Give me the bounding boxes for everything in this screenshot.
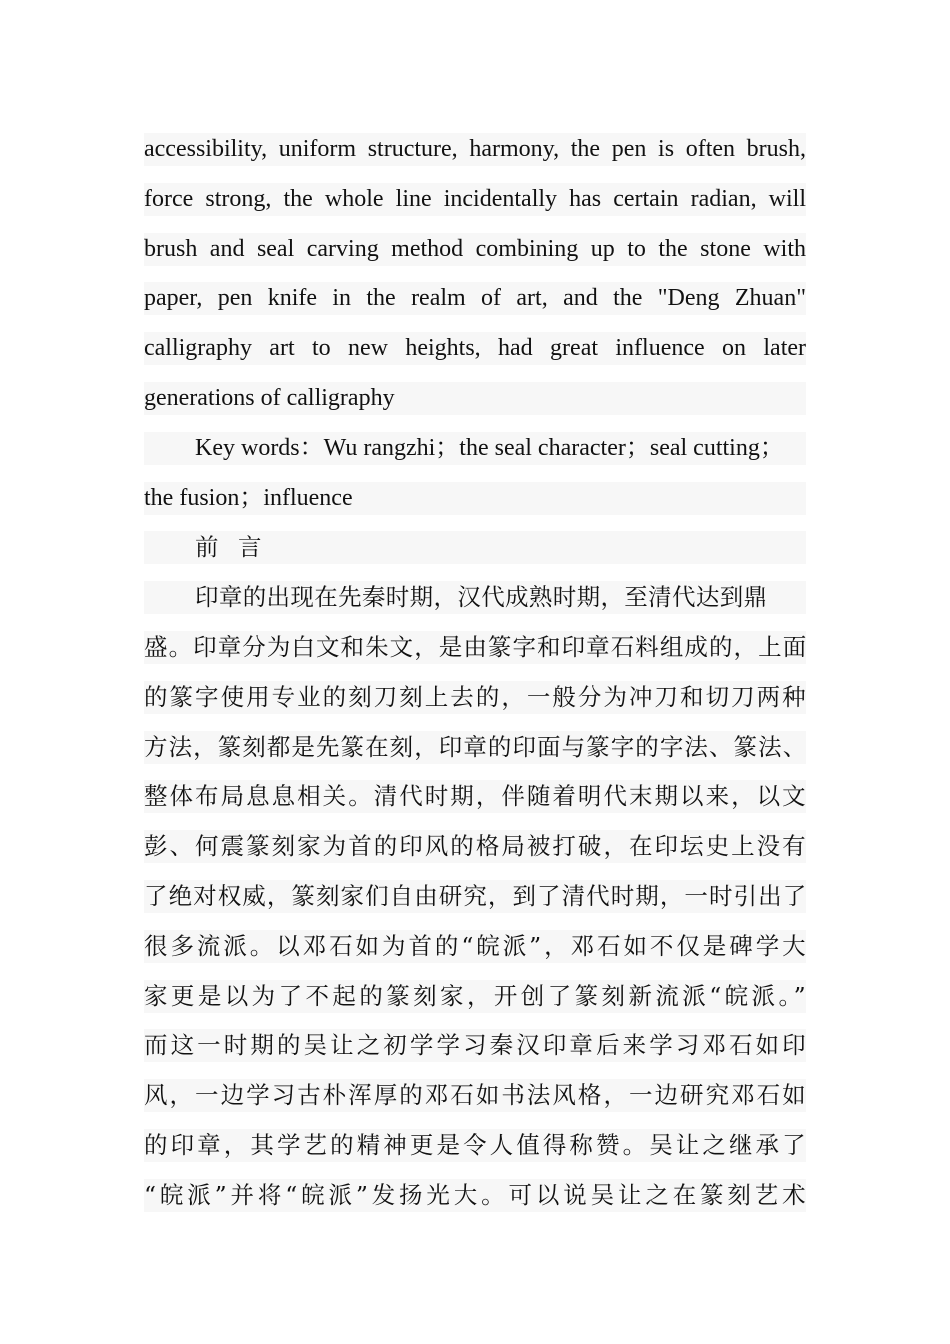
keywords-line: the fusion；influence: [144, 474, 806, 524]
abstract-line: generations of calligraphy: [144, 374, 806, 424]
body-line: 的篆字使用专业的刻刀刻上去的，一般分为冲刀和切刀两种: [144, 673, 806, 723]
abstract-line: accessibility, uniform structure, harmony, the pen is often brush,: [144, 125, 806, 175]
body-line: 了绝对权威，篆刻家们自由研究，到了清代时期，一时引出了: [144, 872, 806, 922]
body-line: 而这一时期的吴让之初学学习秦汉印章后来学习邓石如印: [144, 1021, 806, 1071]
section-heading: 前 言: [144, 523, 806, 573]
body-line: 方法，篆刻都是先篆在刻，印章的印面与篆字的字法、篆法、: [144, 723, 806, 773]
body-line: “皖派”并将“皖派”发扬光大。可以说吴让之在篆刻艺术: [144, 1171, 806, 1221]
abstract-line: force strong, the whole line incidentally has certain radian, will: [144, 175, 806, 225]
body-line: 的印章，其学艺的精神更是令人值得称赞。吴让之继承了: [144, 1121, 806, 1171]
body-line: 盛。印章分为白文和朱文，是由篆字和印章石料组成的，上面: [144, 623, 806, 673]
abstract-line: paper, pen knife in the realm of art, and the "Deng Zhuan": [144, 274, 806, 324]
abstract-line: calligraphy art to new heights, had great influence on later: [144, 324, 806, 374]
abstract-line: brush and seal carving method combining up to the stone with: [144, 225, 806, 275]
keywords-line: Key words：Wu rangzhi；the seal character；seal cutting；: [144, 424, 806, 474]
body-line: 印章的出现在先秦时期，汉代成熟时期，至清代达到鼎: [144, 573, 806, 623]
body-line: 彭、何震篆刻家为首的印风的格局被打破，在印坛史上没有: [144, 822, 806, 872]
body-line: 很多流派。以邓石如为首的“皖派”，邓石如不仅是碑学大: [144, 922, 806, 972]
body-line: 整体布局息息相关。清代时期，伴随着明代末期以来，以文: [144, 772, 806, 822]
body-line: 风，一边学习古朴浑厚的邓石如书法风格，一边研究邓石如: [144, 1071, 806, 1121]
body-line: 家更是以为了不起的篆刻家，开创了篆刻新流派“皖派。”: [144, 972, 806, 1022]
document-text: [144, 125, 806, 1221]
